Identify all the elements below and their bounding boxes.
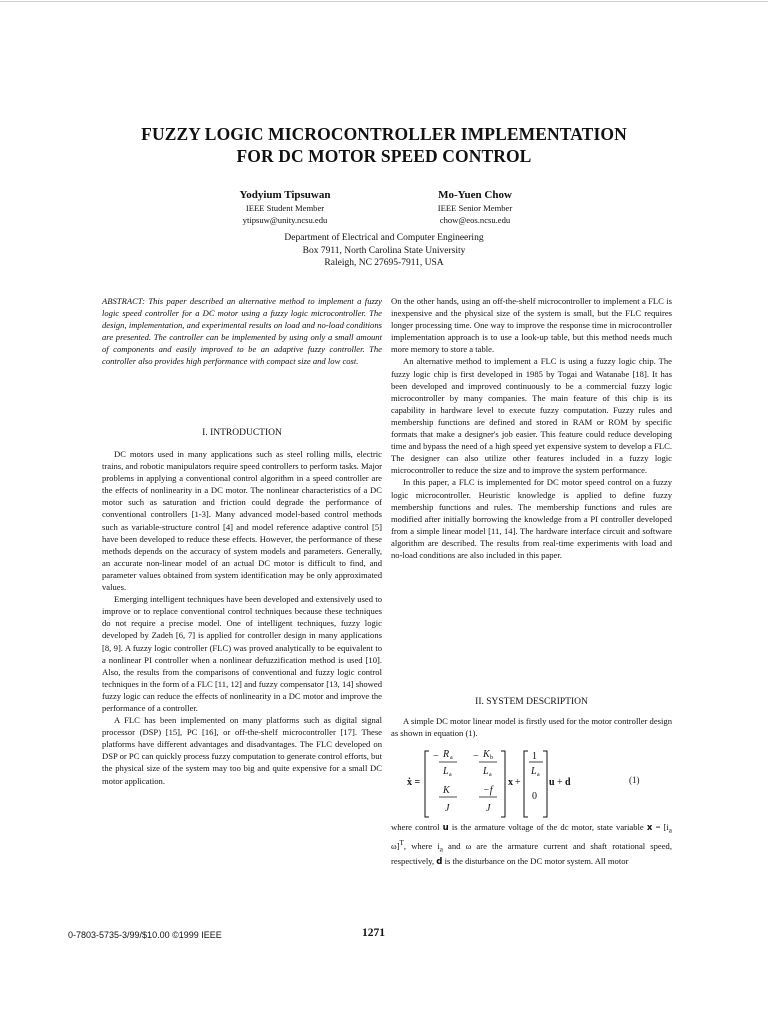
svg-text:a: a (537, 772, 540, 778)
abstract (102, 295, 382, 368)
author-email: ytipsuw@unity.ncsu.edu (242, 214, 328, 225)
svg-text:b: b (490, 755, 493, 761)
svg-text:K: K (483, 749, 490, 760)
paragraph: DC motors used in many applications such as steel rolling mills, electric trains, and robotic manipulators require speed controllers to perform tasks. Major problems in applying a conventional control algorithm in a speed controller are the effects of nonlinearity in a DC motor. The nonlinear characteristics of a DC motor such as saturation and friction could degrade the performance of conventional controllers [1-3]. Many advanced model-based control methods such as variable-structure control [4] and model reference adaptive control [5] have been developed to reduce these effects. However, the performance of these methods depends on the accuracy of system models and parameters. Generally, an accurate non-linear model of an actual DC motor is difficult to find, and parameter values obtained from system identification may be only approximated values. (102, 449, 382, 593)
text-span: state variable (597, 822, 644, 832)
author-block-1 (200, 188, 370, 226)
system-description-continued (391, 821, 672, 869)
introduction-body (102, 448, 382, 787)
abstract-text: ABSTRACT: This paper described an alternative method to implement a fuzzy logic speed controller for a DC motor using a fuzzy logic microcontroller. The design, implementation, and experimental results on load and no-load conditions are presented. The controller can be implemented by using only a small amount of components and easily improved to be an adaptive fuzzy controller. The controller also provides high performance with compact size and low cost. (102, 296, 382, 367)
equation-number: (1) (629, 775, 640, 785)
svg-text:0: 0 (532, 791, 537, 802)
text-span: , where i (403, 840, 440, 851)
svg-text:1: 1 (532, 751, 537, 762)
svg-text:−: − (433, 751, 439, 762)
svg-text:a: a (489, 772, 492, 778)
paragraph (391, 821, 672, 869)
svg-text:d: d (565, 777, 571, 788)
equation-1 (391, 745, 672, 820)
transpose-symbol: T (399, 838, 404, 847)
paragraph: A simple DC motor linear model is firstly used for the motor controller design as shown in equation (1). (391, 716, 672, 739)
text-span: is the disturbance on the DC motor system. All motor (444, 856, 629, 867)
subscript: a (668, 826, 672, 835)
author-role: IEEE Student Member (245, 203, 325, 213)
svg-text:K: K (443, 785, 450, 796)
section-heading-introduction (102, 428, 382, 438)
author-name: Yodyium Tipsuwan (239, 189, 331, 201)
section-heading: I. INTRODUCTION (202, 428, 282, 438)
affiliation (200, 232, 568, 270)
u-symbol: u (442, 823, 449, 833)
system-description-intro (391, 715, 672, 739)
paragraph: An alternative method to implement a FLC is using a fuzzy logic chip. The fuzzy logic chip is first developed in 1985 by Togai and Watanabe [18]. It has been developed and improved continuously to be a commercial fuzzy logic microcontroller by many companies. The main feature of this chip is its capability in hardware level to execute fuzzy computation. Fuzzy rules and membership functions are defined and stored in RAM or ROM by specific formats that make a designer's job easier. This feature could reduce developing time and bypass the need of a high speed yet expensive system to develop a FLC. The designer can also utilize other features included in a fuzzy logic microcontroller to reduce the size and to improve the system performance. (391, 356, 672, 476)
right-column-body (391, 295, 672, 561)
author-email: chow@eos.ncsu.edu (439, 214, 511, 225)
x-symbol: x (646, 823, 653, 833)
svg-text:J: J (486, 803, 491, 814)
text-span: and ω are the (448, 840, 503, 851)
paper-title-line-1: FUZZY LOGIC MICROCONTROLLER IMPLEMENTATION (141, 124, 627, 144)
svg-text:−f: −f (483, 785, 493, 796)
svg-text:+: + (515, 777, 521, 788)
svg-text:J: J (445, 803, 450, 814)
author-name: Mo-Yuen Chow (438, 189, 512, 201)
paragraph: In this paper, a FLC is implemented for DC motor speed control on a fuzzy logic microcontroller. Heuristic knowledge is applied to define fuzzy membership functions and rules. The membership functions and rules are modified after initially borrowing the knowledge from a PI controller developed from a simple linear model [11, 14]. The hardware interface circuit and software algorithm are described. The results from real-time experiments with load and no-load conditions are also included in this paper. (391, 477, 672, 560)
section-heading: II. SYSTEM DESCRIPTION (475, 697, 588, 707)
text-span: armature current and shaft rotational speed, respectively, (391, 840, 672, 867)
state-vector-end: ω] (391, 840, 400, 851)
svg-text:L: L (443, 766, 449, 777)
d-symbol: d (436, 857, 443, 868)
state-vector: = [i (655, 822, 669, 832)
text-span: where control (391, 822, 440, 832)
svg-text:u: u (549, 777, 555, 788)
paper-title-line-2: FOR DC MOTOR SPEED CONTROL (236, 146, 532, 166)
page-number: 1271 (362, 927, 385, 939)
svg-text:a: a (449, 772, 452, 778)
svg-text:+: + (557, 777, 563, 788)
author-role: IEEE Senior Member (437, 203, 513, 213)
svg-text:R: R (443, 749, 450, 760)
x-dot-symbol: ẋ = (407, 777, 421, 788)
svg-text:a: a (450, 755, 453, 761)
affiliation-dept: Department of Electrical and Computer Engineering (284, 233, 484, 243)
section-heading-system-description (391, 697, 672, 707)
svg-text:−: − (473, 751, 479, 762)
scan-edge-line (0, 1, 768, 2)
subscript: a (439, 845, 443, 854)
svg-text:x: x (508, 777, 513, 788)
copyright-code: 0-7803-5735-3/99/$10.00 ©1999 IEEE (68, 930, 222, 940)
paragraph: Emerging intelligent techniques have been developed and extensively used to improve or to replace conventional control techniques because these techniques do not require a precise model. One of intelligent techniques, fuzzy logic developed by Zadeh [6, 7] is applied for controller design in many applications [8, 9]. A fuzzy logic controller (FLC) was proved analytically to be equivalent to a nonlinear PI controller when a nonlinear defuzzification method is used [10]. Also, the results from the comparisons of conventional and fuzzy logic control techniques in the form of a FLC [11, 12] and fuzzy compensator [13, 14] showed fuzzy logic can reduce the effects of nonlinearity in a DC motor and improve the performance of a controller. (102, 594, 382, 713)
paragraph: On the other hands, using an off-the-shelf microcontroller to implement a FLC is inexpensive and the physical size of the system is small, but the FLC requires longer processing time. One way to improve the response time in microcontroller implementation approach is to use a look-up table, but this method needs much more memory to store a table. (391, 296, 672, 355)
affiliation-address: Box 7911, North Carolina State University (302, 245, 466, 256)
author-block-2 (390, 188, 560, 226)
text-span: is the armature voltage of the dc motor, (451, 822, 595, 832)
paragraph: A FLC has been implemented on many platforms such as digital signal processor (DSP) [15], PC [16], or off-the-shelf microcontroller [17]. These platforms have different advantages and disadvantages. The FLC developed on DSP or PC can quickly process fuzzy computation to generate control efforts, but the physical size of the system may too big and quite expensive for a small DC motor application. (102, 715, 382, 786)
svg-text:L: L (483, 766, 489, 777)
svg-text:L: L (531, 766, 537, 777)
affiliation-city: Raleigh, NC 27695-7911, USA (324, 258, 444, 268)
